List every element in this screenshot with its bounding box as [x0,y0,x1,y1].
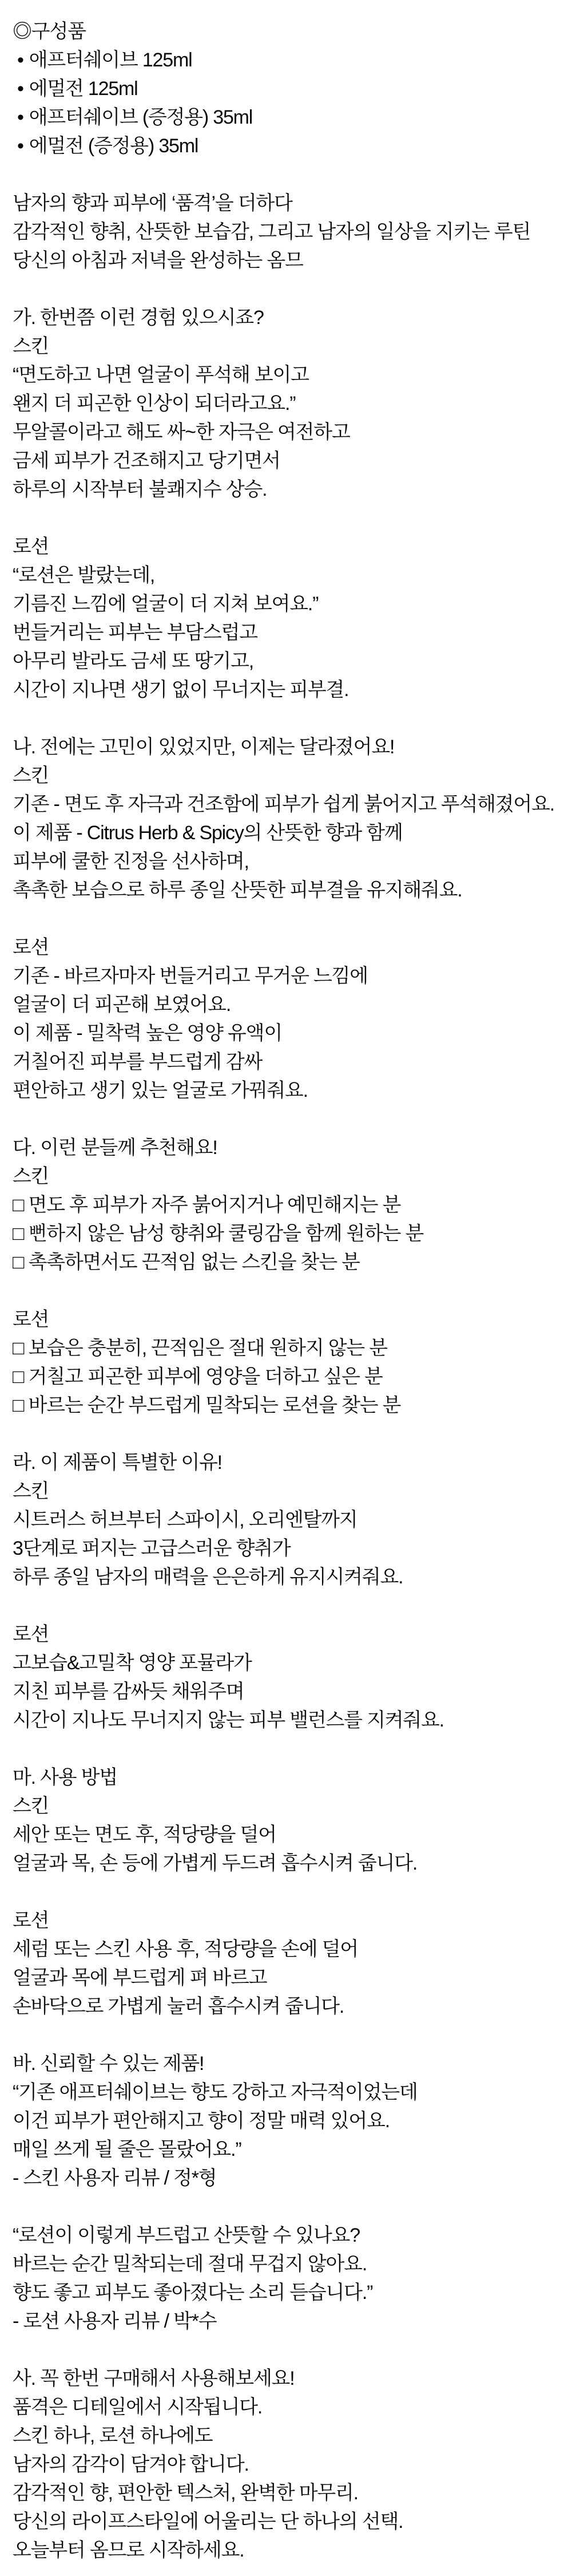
text-line: 얼굴과 목, 손 등에 가볍게 두드려 흡수시켜 줍니다. [13,1852,418,1874]
text-line: 이 제품 - Citrus Herb & Spicy의 산뜻한 향과 함께 [13,822,403,844]
text-line: 시간이 지나면 생기 없이 무너지는 피부결. [13,679,349,701]
section-da-lotion-block [13,1305,566,1420]
text-line: 기존 - 바르자마자 번들거리고 무거운 느낌에 [13,965,368,987]
bullet-icon: • [17,78,23,100]
checklist-item: □ 뻔하지 않은 남성 향취와 쿨링감을 함께 원하는 분 [13,1223,424,1244]
intro-line: 남자의 향과 피부에 ‘품격’을 더하다 [13,192,292,214]
section-sa-block [13,2364,566,2565]
section-ba-lotion-review-block [13,2221,566,2336]
composition-item-text: 애프터쉐이브 (증정용) 35ml [29,106,253,128]
reviewer-credit: - 로션 사용자 리뷰 / 박*수 [13,2310,217,2332]
section-ra-skin-block [13,1448,566,1591]
review-line: 향도 좋고 피부도 좋아졌다는 소리 듣습니다.” [13,2282,373,2304]
section-ra-lotion-block [13,1620,566,1735]
bullet-icon: • [17,106,23,128]
text-line: 이 제품 - 밀착력 높은 영양 유액이 [13,1022,282,1044]
section-da-skin-block [13,1133,566,1277]
text-line: 얼굴이 더 피곤해 보였어요. [13,994,231,1016]
lotion-label: 로션 [13,1623,49,1645]
section-ba-skin-review-block [13,2049,566,2192]
text-line: 편안하고 생기 있는 얼굴로 가꿔줘요. [13,1080,308,1101]
text-line: 무알콜이라고 해도 싸~한 자극은 여전하고 [13,421,350,443]
skin-label: 스킨 [13,1480,49,1502]
section-ba-title: 바. 신뢰할 수 있는 제품! [13,2053,204,2075]
text-line: 손바닥으로 가볍게 눌러 흡수시켜 줍니다. [13,1996,344,2017]
lotion-label: 로션 [13,1910,49,1931]
text-line: 하루 종일 남자의 매력을 은은하게 유지시켜줘요. [13,1566,403,1588]
text-line: 얼굴과 목에 부드럽게 펴 바르고 [13,1967,267,1989]
composition-title: ◎구성품 [13,21,86,42]
review-line: “기존 애프터쉐이브는 향도 강하고 자극적이었는데 [13,2081,418,2103]
review-line: 매일 쓰게 될 줄은 몰랐어요.” [13,2139,241,2160]
text-line: 감각적인 향, 편안한 텍스처, 완벽한 마무리. [13,2482,358,2504]
intro-block [13,189,566,275]
text-line: 시트러스 허브부터 스파이시, 오리엔탈까지 [13,1509,357,1531]
text-line: 고보습&고밀착 영양 포뮬라가 [13,1652,252,1674]
intro-line: 당신의 아침과 저녁을 완성하는 옴므 [13,250,303,271]
text-line: 촉촉한 보습으로 하루 종일 산뜻한 피부결을 유지해줘요. [13,879,462,901]
text-line: 품격은 디테일에서 시작됩니다. [13,2396,263,2418]
review-line: 이건 피부가 편안해지고 향이 정말 매력 있어요. [13,2110,390,2132]
composition-item-text: 애프터쉐이브 125ml [29,49,192,71]
text-line: 시간이 지나도 무너지지 않는 피부 밸런스를 지켜줘요. [13,1709,444,1731]
section-ma-title: 마. 사용 방법 [13,1767,117,1788]
text-line: 지친 피부를 감싸듯 채워주며 [13,1681,244,1702]
composition-item [13,74,566,103]
lotion-label: 로션 [13,536,49,558]
section-ra-title: 라. 이 제품이 특별한 이유! [13,1452,222,1473]
reviewer-credit: - 스킨 사용자 리뷰 / 정*형 [13,2167,217,2189]
text-line: “로션은 발랐는데, [13,564,155,586]
text-line: “면도하고 나면 얼굴이 푸석해 보이고 [13,364,309,386]
text-line: 금세 피부가 건조해지고 당기면서 [13,450,280,472]
text-line: 세안 또는 면도 후, 적당량을 덜어 [13,1824,276,1846]
text-line: 번들거리는 피부는 부담스럽고 [13,622,257,643]
section-ma-skin-block [13,1763,566,1878]
text-line: 기름진 느낌에 얼굴이 더 지쳐 보여요.” [13,593,319,615]
lotion-label: 로션 [13,937,49,958]
section-ma-lotion-block [13,1906,566,2021]
text-line: 하루의 시작부터 불쾌지수 상승. [13,479,267,500]
bullet-icon: • [17,135,23,157]
skin-label: 스킨 [13,1165,49,1187]
text-line: 아무리 발라도 금세 또 땅기고, [13,650,253,672]
section-ga-skin-block [13,303,566,504]
checklist-item: □ 거칠고 피곤한 피부에 영양을 더하고 싶은 분 [13,1366,383,1388]
text-line: 남자의 감각이 담겨야 합니다. [13,2453,249,2475]
checklist-item: □ 촉촉하면서도 끈적임 없는 스킨을 찾는 분 [13,1251,360,1273]
section-sa-title: 사. 꼭 한번 구매해서 사용해보세요! [13,2368,295,2389]
checklist-item: □ 보습은 충분히, 끈적임은 절대 원하지 않는 분 [13,1337,387,1359]
composition-item [13,132,566,160]
lotion-label: 로션 [13,1309,49,1330]
text-line: 오늘부터 옴므로 시작하세요. [13,2539,244,2561]
review-line: 바르는 순간 밀착되는데 절대 무겁지 않아요. [13,2253,367,2275]
text-line: 왠지 더 피곤한 인상이 되더라고요.” [13,393,296,414]
text-line: 거칠어진 피부를 부드럽게 감싸 [13,1051,263,1073]
composition-item [13,103,566,132]
composition-item-text: 에멀전 125ml [29,78,138,100]
composition-block [13,17,566,160]
section-ga-lotion-block [13,532,566,704]
bullet-icon: • [17,49,23,71]
text-line: 당신의 라이프스타일에 어울리는 단 하나의 선택. [13,2511,403,2532]
review-line: “로션이 이렇게 부드럽고 산뜻할 수 있나요? [13,2225,360,2246]
section-da-title: 다. 이런 분들께 추천해요! [13,1137,217,1159]
skin-label: 스킨 [13,765,49,787]
composition-item [13,46,566,74]
section-na-lotion-block [13,933,566,1105]
composition-item-text: 에멀전 (증정용) 35ml [29,135,198,157]
text-line: 세럼 또는 스킨 사용 후, 적당량을 손에 덜어 [13,1938,358,1960]
text-line: 피부에 쿨한 진정을 선사하며, [13,851,249,872]
skin-label: 스킨 [13,335,49,357]
skin-label: 스킨 [13,1795,49,1817]
text-line: 기존 - 면도 후 자극과 건조함에 피부가 쉽게 붉어지고 푸석해졌어요. [13,793,554,815]
section-na-title: 나. 전에는 고민이 있었지만, 이제는 달라졌어요! [13,736,395,758]
text-line: 스킨 하나, 로션 하나에도 [13,2425,213,2447]
section-na-skin-block [13,733,566,904]
intro-line: 감각적인 향취, 산뜻한 보습감, 그리고 남자의 일상을 지키는 루틴 [13,221,531,243]
section-ga-title: 가. 한번쯤 이런 경험 있으시죠? [13,307,264,329]
text-line: 3단계로 퍼지는 고급스러운 향취가 [13,1538,291,1559]
checklist-item: □ 면도 후 피부가 자주 붉어지거나 예민해지는 분 [13,1194,401,1216]
checklist-item: □ 바르는 순간 부드럽게 밀착되는 로션을 찾는 분 [13,1394,401,1416]
